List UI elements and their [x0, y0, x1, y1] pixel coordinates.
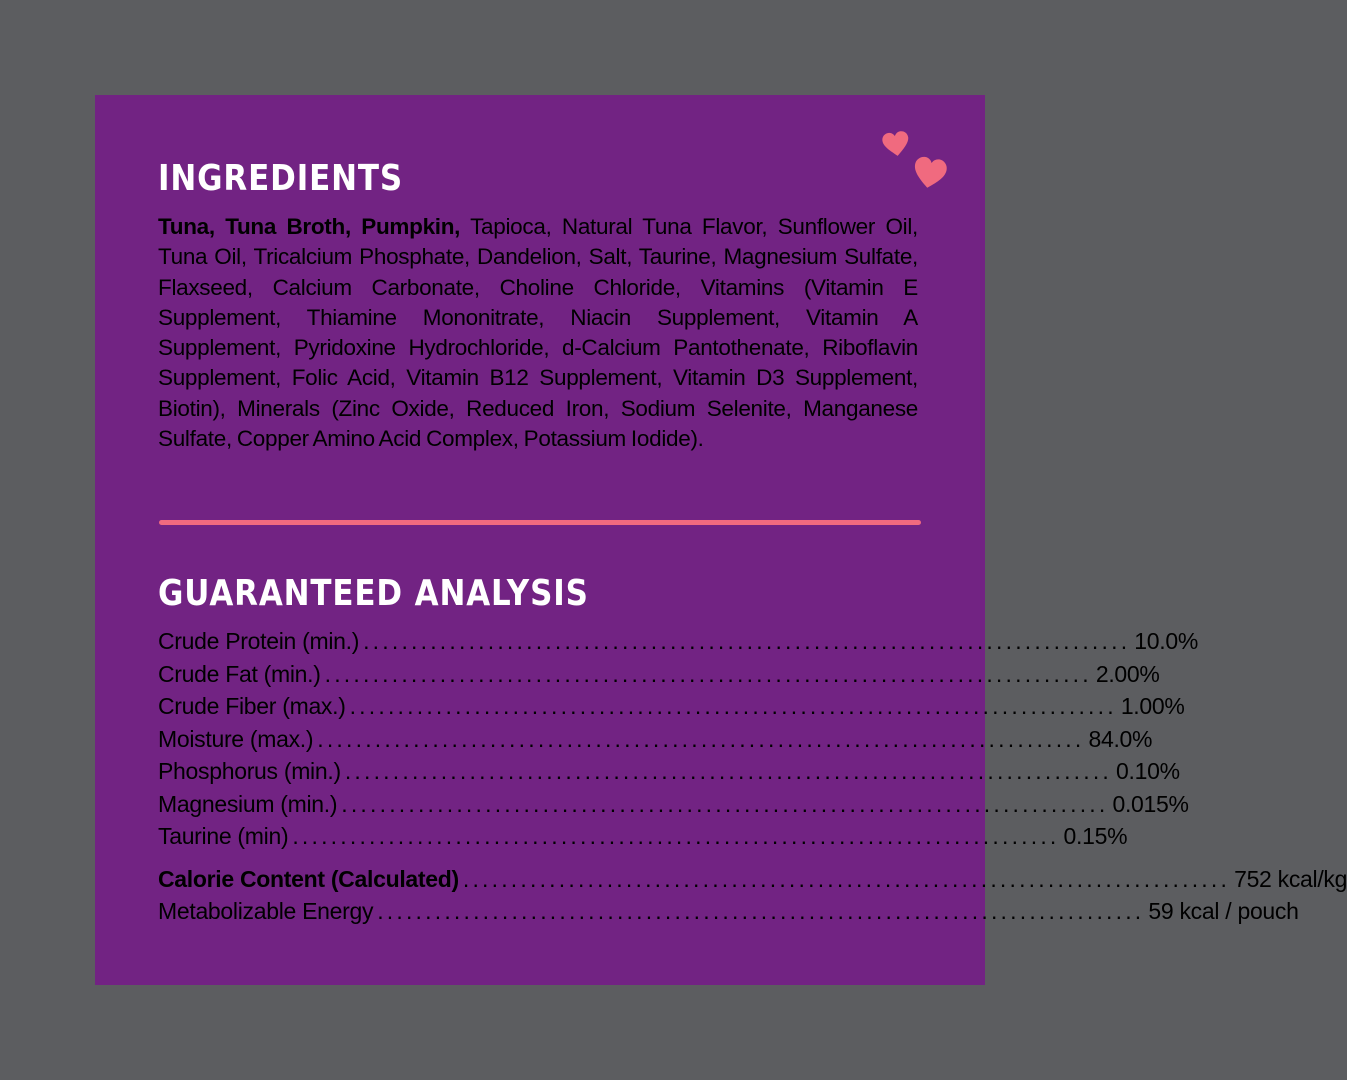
analysis-row-moisture — [158, 725, 1153, 759]
leader-dots: ................................................................................ — [317, 725, 1085, 752]
ingredients-text — [158, 212, 918, 454]
analysis-row-crude-fat — [158, 660, 1160, 694]
leader-dots: ................................................................................ — [341, 790, 1109, 817]
analysis-gap — [158, 856, 920, 866]
analysis-title: GUARANTEED ANALYSIS — [158, 573, 589, 614]
analysis-row-phosphorus — [158, 758, 1180, 791]
analysis-label: Magnesium (min.) — [158, 790, 338, 817]
analysis-row-calorie-content — [158, 865, 1347, 899]
ingredients-title: INGREDIENTS — [158, 158, 403, 199]
analysis-label: Calorie Content (Calculated) — [158, 865, 459, 892]
leader-dots: ................................................................................ — [324, 660, 1092, 687]
leader-dots: ................................................................................ — [292, 823, 1060, 849]
analysis-row-crude-fiber — [158, 693, 1185, 726]
analysis-label: Crude Fat (min.) — [158, 660, 321, 687]
analysis-label: Phosphorus (min.) — [158, 758, 341, 784]
hearts-decoration — [880, 130, 950, 192]
leader-dots: ................................................................................ — [377, 898, 1145, 924]
analysis-label: Metabolizable Energy — [158, 898, 374, 924]
analysis-value: 59 kcal / pouch — [1148, 898, 1299, 924]
analysis-label: Crude Fiber (max.) — [158, 693, 346, 719]
leader-dots: ................................................................................ — [349, 693, 1117, 719]
analysis-label: Crude Protein (min.) — [158, 628, 360, 654]
section-divider — [159, 520, 921, 525]
analysis-row-taurine — [158, 823, 1128, 856]
analysis-row-magnesium — [158, 790, 1189, 824]
leader-dots: ................................................................................ — [462, 865, 1231, 892]
analysis-row-metabolizable-energy — [158, 898, 1299, 931]
leader-dots: ................................................................................ — [344, 758, 1113, 784]
analysis-row-crude-protein — [158, 628, 1199, 661]
analysis-value: 0.15% — [1063, 823, 1128, 849]
analysis-value: 752 kcal/kg — [1234, 865, 1347, 892]
analysis-label: Moisture (max.) — [158, 725, 314, 752]
analysis-value: 84.0% — [1088, 725, 1153, 752]
analysis-value: 2.00% — [1095, 660, 1160, 687]
leader-dots: ................................................................................ — [363, 628, 1131, 654]
analysis-label: Taurine (min) — [158, 823, 289, 849]
ingredients-bold-lead: Tuna, Tuna Broth, Pumpkin, — [158, 214, 461, 239]
analysis-value: 10.0% — [1134, 628, 1199, 654]
ingredients-list: Tapioca, Natural Tuna Flavor, Sunflower Oil, Tuna Oil, Tricalcium Phosphate, Dandelion, Salt, Taurine, Magnesium Sulfate, Flaxseed, Calcium Carbonate, Choline Chloride, Vitamins (Vitamin E Supplement, Thiamine Mononitrate, Niacin Supplement, Vitamin A Supplement, Pyridoxine Hydrochloride, d-Calcium Pantothenate, Riboflavin Supplement, Folic Acid, Vitamin B12 Supplement, Vitamin D3 Supplement, Biotin), Minerals (Zinc Oxide, Reduced Iron, Sodium Selenite, Manganese Sulfate, Copper Amino Acid Complex, Potassium Iodide). — [158, 214, 918, 452]
analysis-value: 1.00% — [1120, 693, 1185, 719]
heart-icon — [881, 130, 910, 157]
analysis-table — [158, 628, 1347, 931]
heart-icon — [911, 155, 948, 190]
analysis-value: 0.10% — [1116, 758, 1180, 784]
analysis-value: 0.015% — [1112, 790, 1189, 817]
